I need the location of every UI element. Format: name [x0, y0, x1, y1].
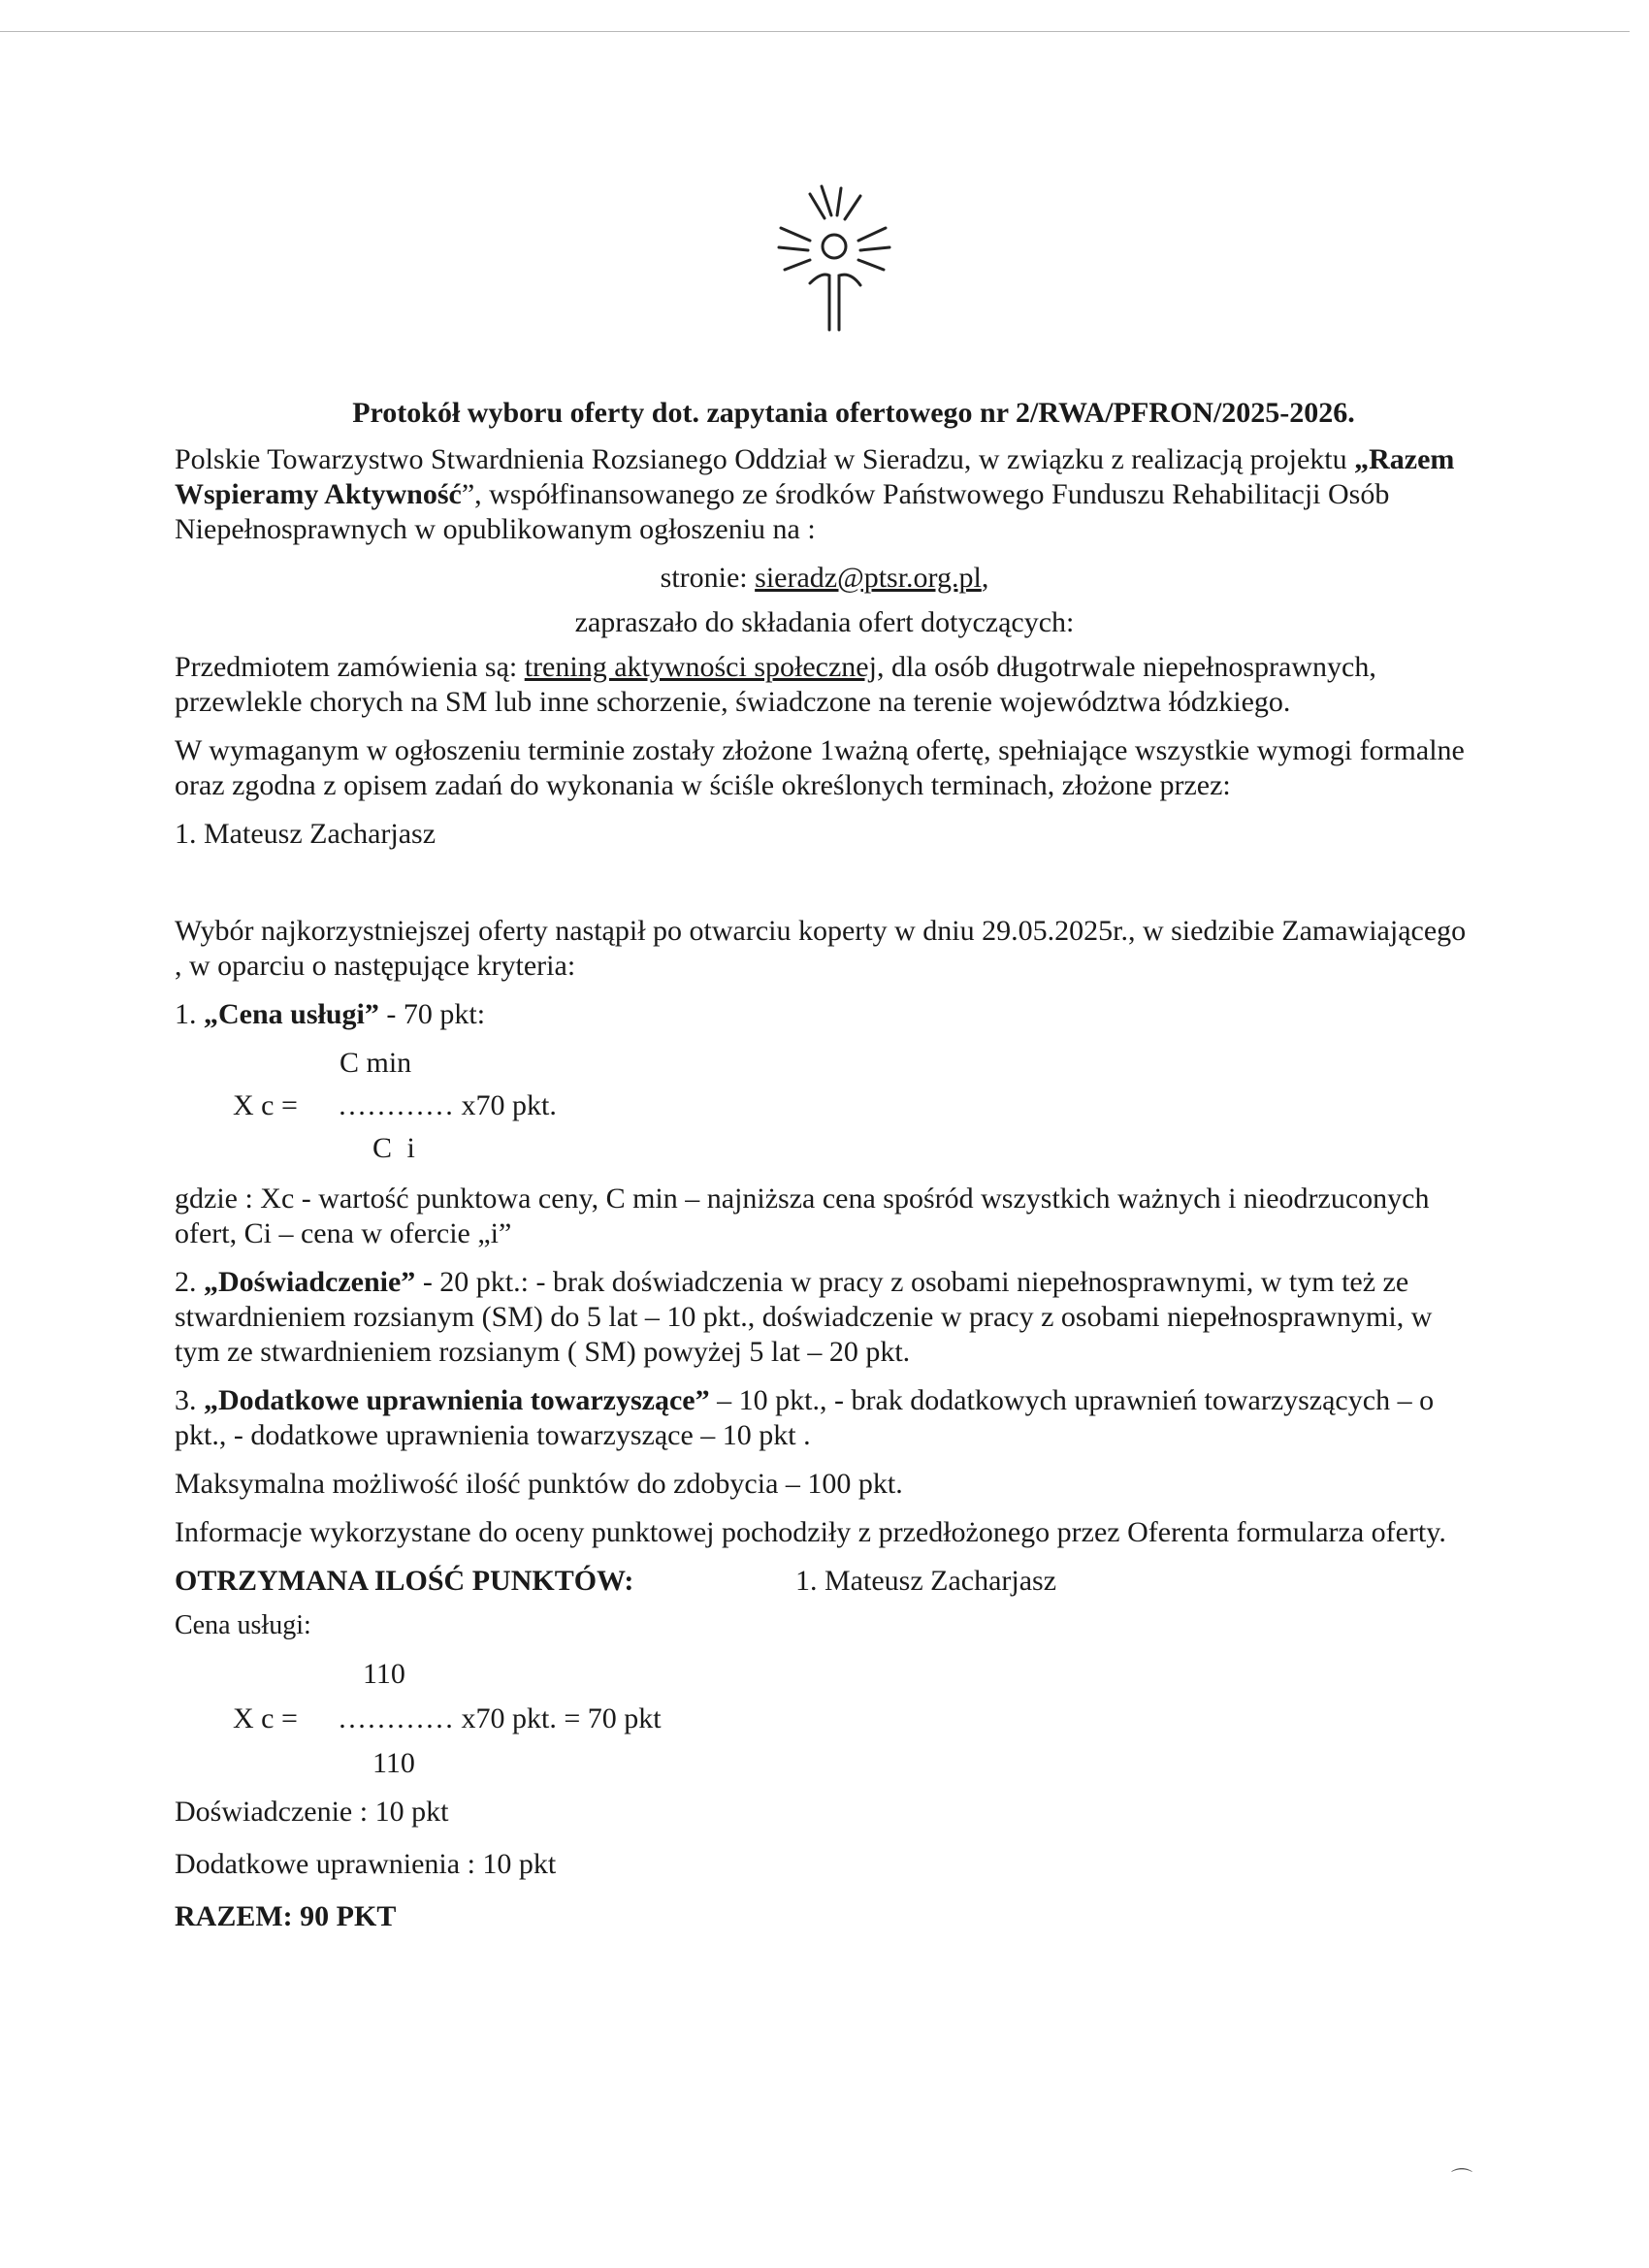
score-numerator: 110 [363, 1658, 405, 1690]
total-score: RAZEM: 90 PKT [175, 1900, 397, 1932]
criterion-price [175, 997, 1474, 1032]
subject-text-a: Przedmiotem zamówienia są: [175, 651, 525, 683]
criterion-points: - 20 pkt.: - brak doświadczenia w pracy z osobami niepełnosprawnymi, w tym też ze stwardnieniem rozsianym (SM) do 5 lat – 10 pkt., doświadczenie w pracy z osobami niepełnosprawnymi, w tym ze stwardnieniem rozsianym ( SM) powyżej 5 lat – 20 pkt. [175, 1266, 1433, 1368]
score-denominator: 110 [372, 1747, 415, 1779]
experience-score: Doświadczenie : 10 pkt [175, 1796, 449, 1828]
formula-rhs: ………… x70 pkt. [338, 1089, 557, 1121]
subject-paragraph [175, 650, 1474, 720]
price-formula [175, 1046, 1474, 1172]
extra-score: Dodatkowe uprawnienia : 10 pkt [175, 1848, 557, 1880]
criterion-number: 1. [175, 998, 204, 1030]
criterion-experience [175, 1265, 1474, 1370]
criterion-title: „Dodatkowe uprawnienia towarzyszące” [204, 1384, 710, 1416]
criterion-title: „Cena usługi” [204, 998, 379, 1030]
site-suffix: , [981, 562, 989, 594]
score-rhs: ………… x70 pkt. = 70 pkt [338, 1702, 662, 1734]
max-points: Maksymalna możliwość ilość punktów do zdobycia – 100 pkt. [175, 1468, 903, 1500]
offer-item: 1. Mateusz Zacharjasz [175, 818, 436, 850]
site-email-link[interactable]: sieradz@ptsr.org.pl [755, 562, 982, 594]
price-label: Cena usługi: [175, 1610, 311, 1640]
scores-header [175, 1564, 1474, 1603]
criterion-title: „Doświadczenie” [204, 1266, 416, 1298]
scan-mark: ⌒ [1451, 2167, 1473, 2191]
selection-paragraph: Wybór najkorzystniejszej oferty nastąpił po otwarciu koperty w dniu 29.05.2025r., w siedzibie Zamawiającego , w oparciu o następujące kryteria: [175, 915, 1467, 982]
ptsr-logo-icon [771, 175, 897, 340]
intro-paragraph [175, 442, 1474, 547]
subject-link: trening aktywności społecznej [524, 651, 877, 683]
where-paragraph: gdzie : Xc - wartość punktowa ceny, C min – najniższa cena spośród wszystkich ważnych i nieodrzuconych ofert, Ci – cena w ofercie „i” [175, 1183, 1430, 1249]
formula-denominator: C i [372, 1132, 419, 1164]
scan-edge-line [0, 31, 1630, 32]
offers-paragraph: W wymaganym w ogłoszeniu terminie zostały złożone 1ważną ofertę, spełniające wszystkie wymogi formalne oraz zgodna z opisem zadań do wykonania w ściśle określonych terminach, złożone przez: [175, 734, 1465, 801]
formula-numerator: C min [340, 1047, 412, 1079]
page-title: Protokół wyboru oferty dot. zapytania ofertowego nr 2/RWA/PFRON/2025-2026. [352, 397, 1355, 429]
criterion-extra [175, 1383, 1474, 1453]
formula-lhs: X c = [233, 1089, 298, 1121]
invite-line: zapraszało do składania ofert dotyczących: [574, 606, 1075, 638]
subject-text-b: , dla osób długotrwale niepełnosprawnych, przewlekle chorych na SM lub inne schorzenie, świadczone na terenie województwa łódzkiego. [175, 651, 1376, 718]
scores-heading: OTRZYMANA ILOŚĆ PUNKTÓW: [175, 1565, 634, 1597]
score-formula [175, 1649, 1474, 1785]
criterion-points: – 10 pkt., - brak dodatkowych uprawnień towarzyszących – o pkt., - dodatkowe uprawnienia towarzyszące – 10 pkt . [175, 1384, 1435, 1451]
site-prefix: stronie: [660, 562, 756, 594]
criterion-points: - 70 pkt: [378, 998, 486, 1030]
criterion-number: 2. [175, 1266, 204, 1298]
document-body [175, 396, 1474, 1948]
project-name: „Razem Wspieramy Aktywność [175, 443, 1455, 510]
score-lhs: X c = [233, 1702, 298, 1734]
scores-candidate: 1. Mateusz Zacharjasz [795, 1565, 1057, 1597]
intro-text-b: ”, współfinansowanego ze środków Państwowego Funduszu Rehabilitacji Osób Niepełnosprawnych w opublikowanym ogłoszeniu na : [175, 478, 1390, 545]
info-paragraph: Informacje wykorzystane do oceny punktowej pochodziły z przedłożonego przez Oferenta formularza oferty. [175, 1516, 1446, 1548]
intro-text-a: Polskie Towarzystwo Stwardnienia Rozsianego Oddział w Sieradzu, w związku z realizacją projektu [175, 443, 1355, 475]
site-line [175, 561, 1474, 596]
criterion-number: 3. [175, 1384, 204, 1416]
